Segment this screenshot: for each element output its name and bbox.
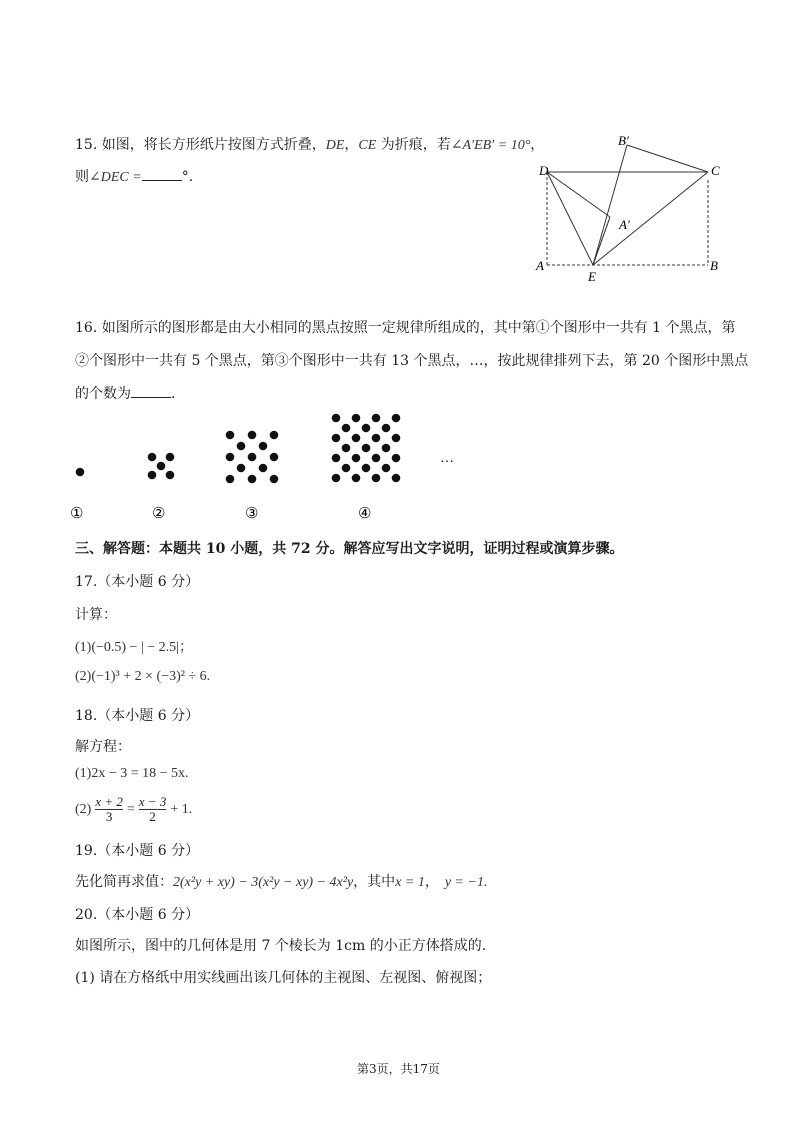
figure-label-3: ③ — [245, 506, 259, 522]
black-dot — [270, 453, 279, 462]
q18-part1: (1)2x − 3 = 18 − 5x. — [75, 766, 189, 781]
fraction-2: $\frac{x - 3}{2}$ — [138, 794, 167, 824]
black-dot — [342, 424, 351, 433]
black-dot — [352, 474, 361, 483]
q17-part1: (1)(−0.5) − | − 2.5|； — [75, 640, 193, 655]
black-dot — [332, 434, 341, 443]
black-dot — [237, 464, 246, 473]
q19-cond-x: x = 1 — [395, 875, 425, 890]
q20-line1: 如图所示，图中的几何体是用 7 个棱长为 1cm 的小正方体搭成的. — [75, 938, 487, 954]
segment-eb — [593, 145, 627, 265]
black-dot — [382, 424, 391, 433]
black-dot — [362, 464, 371, 473]
black-dot — [248, 431, 257, 440]
black-dot — [372, 414, 381, 423]
figure-label-1: ① — [70, 506, 84, 522]
black-dot — [332, 474, 341, 483]
label-b-prime: B′ — [618, 133, 629, 148]
black-dot — [372, 434, 381, 443]
black-dot — [372, 474, 381, 483]
answer-blank — [131, 385, 171, 398]
black-dot — [352, 454, 361, 463]
label-e: E — [588, 269, 596, 284]
q17-prompt: 计算： — [75, 607, 117, 623]
black-dot — [352, 434, 361, 443]
figure-label-2: ② — [152, 506, 166, 522]
q16-line3: 的个数为 . — [75, 386, 176, 402]
q16-line1: 16. 如图所示的图形都是由大小相同的黑点按照一定规律所组成的，其中第①个图形中一共有 1 个黑点，第 — [75, 320, 736, 336]
black-dot — [362, 424, 371, 433]
black-dot — [392, 474, 401, 483]
black-dot — [248, 453, 257, 462]
black-dot — [342, 444, 351, 453]
label-a-prime: A′ — [619, 217, 630, 232]
label-d: D — [539, 163, 549, 178]
black-dot — [248, 475, 257, 484]
q16-line2: ②个图形中一共有 5 个黑点，第③个图形中一共有 13 个黑点，…，按此规律排列下去，第 20 个图形中黑点 — [75, 353, 749, 369]
black-dot — [332, 454, 341, 463]
black-dot — [148, 471, 157, 480]
black-dot — [342, 464, 351, 473]
q15-line1: 15. 如图，将长方形纸片按图方式折叠，DE，CE 为折痕，若∠A′EB′ = 10°， — [75, 137, 545, 153]
q15-line2: 则∠DEC = °. — [75, 169, 194, 185]
answer-blank — [142, 168, 182, 181]
q17-part2: (2)(−1)³ + 2 × (−3)² ÷ 6. — [75, 669, 211, 684]
q20-line2: (1) 请在方格纸中用实线画出该几何体的主视图、左视图、俯视图； — [75, 970, 492, 986]
ellipsis: … — [440, 451, 454, 466]
black-dot — [392, 434, 401, 443]
q15-de: DE — [325, 138, 345, 153]
folding-figure — [530, 128, 730, 288]
black-dot — [166, 471, 175, 480]
black-dot — [392, 414, 401, 423]
black-dot — [372, 454, 381, 463]
q15-ce: CE — [358, 138, 377, 153]
black-dot — [226, 475, 235, 484]
black-dot — [362, 444, 371, 453]
black-dot — [270, 475, 279, 484]
black-dot — [259, 464, 268, 473]
black-dot — [392, 454, 401, 463]
black-dot — [382, 464, 391, 473]
q18-prompt: 解方程： — [75, 739, 131, 755]
q19-header: 19.（本小题 6 分） — [75, 843, 200, 859]
black-dot — [237, 442, 246, 451]
black-dot — [148, 453, 157, 462]
segment-bc — [627, 145, 708, 172]
segment-ce — [593, 172, 708, 265]
black-dot — [270, 431, 279, 440]
page-footer: 第3页，共17页 — [357, 1062, 440, 1076]
section-title: 三、解答题：本题共 10 小题，共 72 分。解答应写出文字说明，证明过程或演算步骤。 — [75, 541, 624, 557]
black-dot — [76, 468, 85, 477]
dot-pattern-figures — [60, 405, 480, 525]
q17-header: 17.（本小题 6 分） — [75, 574, 200, 590]
black-dot — [226, 431, 235, 440]
q19-body: 先化简再求值：2(x²y + xy) − 3(x²y − xy) − 4x²y，其中x = 1， y = −1. — [75, 874, 488, 890]
q15-expr2: ∠DEC = — [89, 170, 142, 185]
q18-part2: (2) $\frac{x + 2}{3}$ = $\frac{x - 3}{2}$ + 1. — [75, 794, 193, 824]
q20-header: 20.（本小题 6 分） — [75, 907, 200, 923]
label-c: C — [711, 163, 720, 178]
label-b: B — [710, 258, 718, 273]
segment-da — [547, 172, 610, 217]
q15-expr1: ∠A′EB′ = 10° — [450, 138, 531, 153]
fraction-1: $\frac{x + 2}{3}$ — [95, 794, 123, 824]
black-dot — [382, 444, 391, 453]
black-dot — [157, 462, 166, 471]
q19-expression: 2(x²y + xy) − 3(x²y − xy) − 4x²y — [173, 875, 354, 890]
black-dot — [166, 453, 175, 462]
black-dot — [352, 414, 361, 423]
q18-header: 18.（本小题 6 分） — [75, 708, 200, 724]
black-dot — [226, 453, 235, 462]
black-dot — [332, 414, 341, 423]
segment-de — [547, 172, 593, 265]
black-dot — [259, 442, 268, 451]
q19-cond-y: y = −1. — [444, 875, 488, 890]
label-a: A — [536, 258, 544, 273]
figure-label-4: ④ — [358, 506, 372, 522]
